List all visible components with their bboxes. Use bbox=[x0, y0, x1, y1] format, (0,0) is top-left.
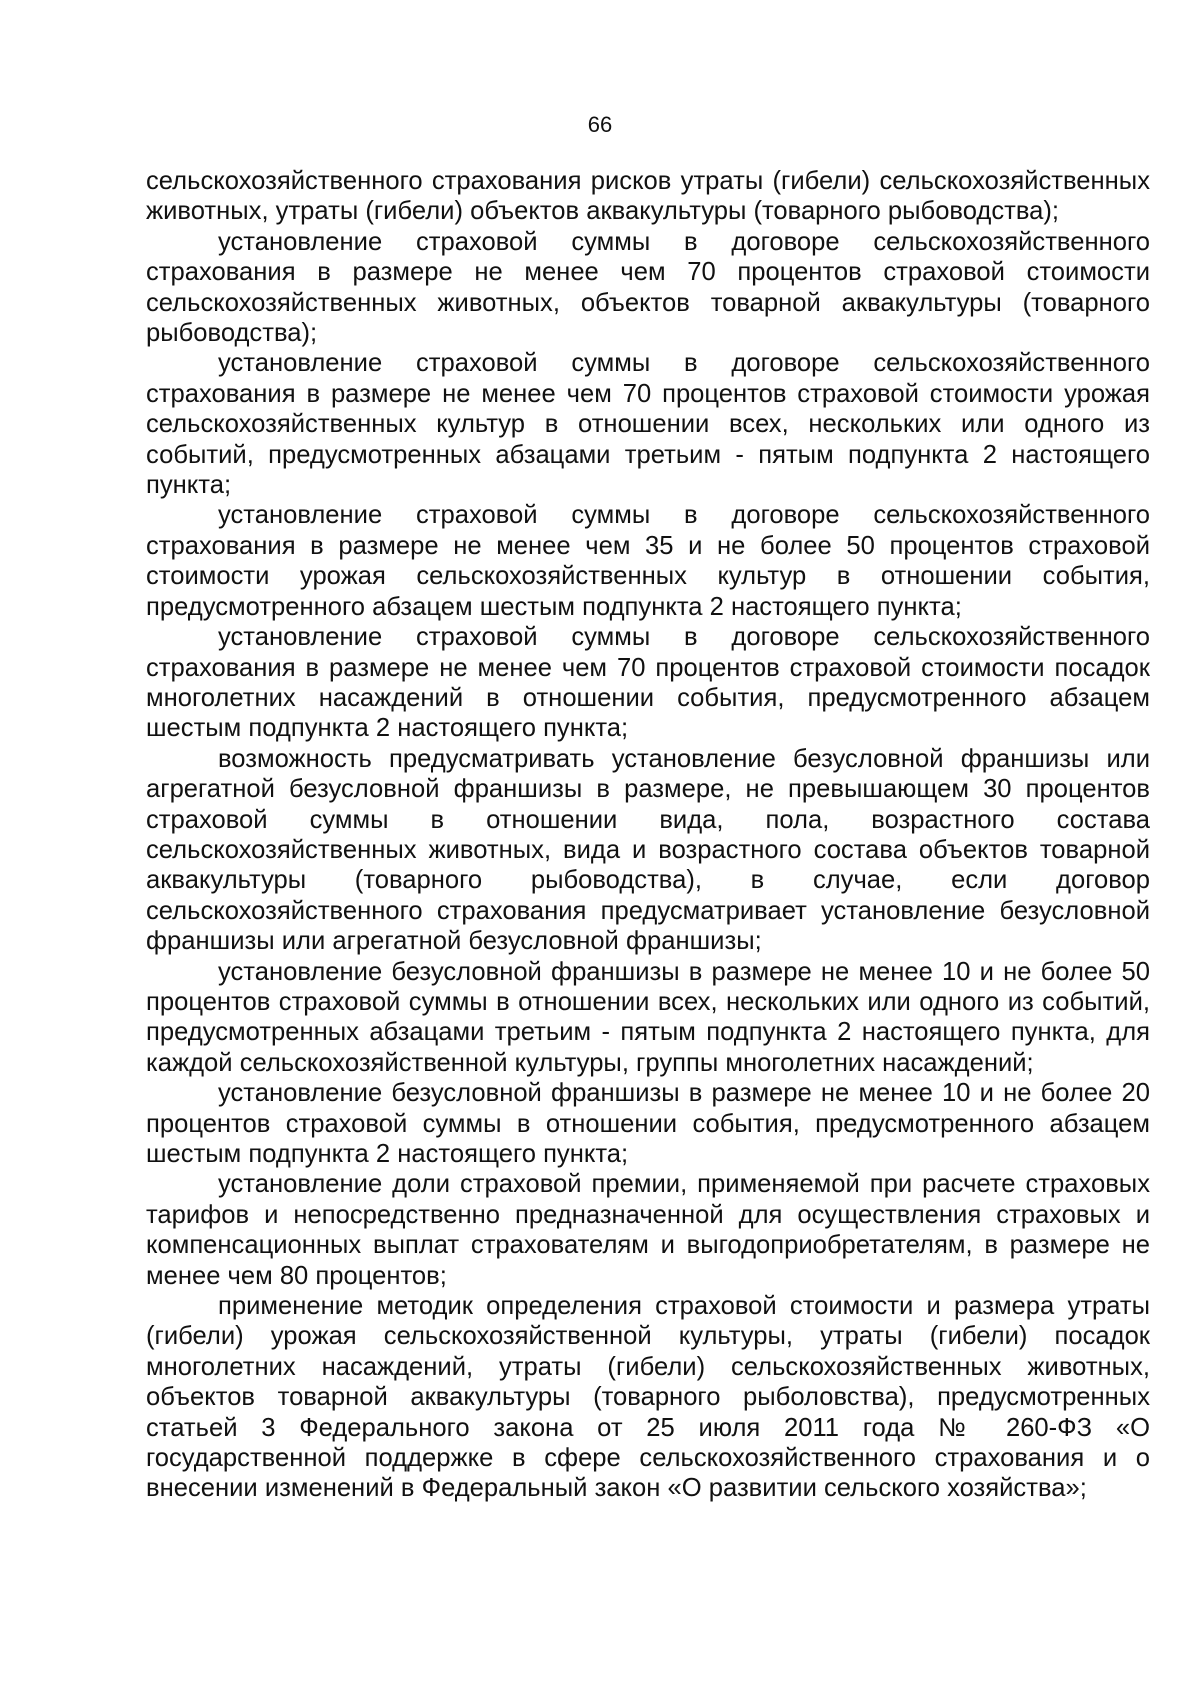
paragraph: установление страховой суммы в договоре сельскохозяйственного страхования в размере не менее чем 70 процентов страховой стоимости посадок многолетних насаждений в отношении события, предусмотренного абзацем шестым подпункта 2 настоящего пункта; bbox=[146, 623, 1150, 743]
paragraph: установление безусловной франшизы в размере не менее 10 и не более 50 процентов страховой суммы в отношении всех, нескольких или одного из событий, предусмотренных абзацами третьим - пятым подпункта 2 настоящего пункта, для каждой сельскохозяйственной культуры, группы многолетних насаждений; bbox=[146, 957, 1150, 1077]
paragraph: сельскохозяйственного страхования рисков утраты (гибели) сельскохозяйственных животных, утраты (гибели) объектов аквакультуры (товарного рыбоводства); bbox=[146, 167, 1150, 226]
page-number: 66 bbox=[587, 112, 613, 137]
document-body bbox=[146, 166, 1150, 1504]
paragraph: применение методик определения страховой стоимости и размера утраты (гибели) урожая сельскохозяйственной культуры, утраты (гибели) посадок многолетних насаждений, утраты (гибели) сельскохозяйственных животных, объектов товарной аквакультуры (товарного рыболовства), предусмотренных статьей 3 Федерального закона от 25 июля 2011 года № 260-ФЗ «О государственной поддержке в сфере сельскохозяйственного страхования и о внесении изменений в Федеральный закон «О развитии сельского хозяйства»; bbox=[146, 1292, 1150, 1503]
paragraph: установление страховой суммы в договоре сельскохозяйственного страхования в размере не менее чем 70 процентов страховой стоимости урожая сельскохозяйственных культур в отношении всех, нескольких или одного из событий, предусмотренных абзацами третьим - пятым подпункта 2 настоящего пункта; bbox=[146, 349, 1150, 500]
paragraph: установление доли страховой премии, применяемой при расчете страховых тарифов и непосредственно предназначенной для осуществления страховых и компенсационных выплат страхователям и выгодоприобретателям, в размере не менее чем 80 процентов; bbox=[146, 1170, 1150, 1290]
paragraph: установление страховой суммы в договоре сельскохозяйственного страхования в размере не менее чем 35 и не более 50 процентов страховой стоимости урожая сельскохозяйственных культур в отношении события, предусмотренного абзацем шестым подпункта 2 настоящего пункта; bbox=[146, 501, 1150, 621]
paragraph: установление безусловной франшизы в размере не менее 10 и не более 20 процентов страховой суммы в отношении события, предусмотренного абзацем шестым подпункта 2 настоящего пункта; bbox=[146, 1079, 1150, 1168]
paragraph: возможность предусматривать установление безусловной франшизы или агрегатной безусловной франшизы в размере, не превышающем 30 процентов страховой суммы в отношении вида, пола, возрастного состава сельскохозяйственных животных, вида и возрастного состава объектов товарной аквакультуры (товарного рыбоводства), в случае, если договор сельскохозяйственного страхования предусматривает установление безусловной франшизы или агрегатной безусловной франшизы; bbox=[146, 744, 1150, 956]
paragraph: установление страховой суммы в договоре сельскохозяйственного страхования в размере не менее чем 70 процентов страховой стоимости сельскохозяйственных животных, объектов товарной аквакультуры (товарного рыбоводства); bbox=[146, 227, 1150, 348]
